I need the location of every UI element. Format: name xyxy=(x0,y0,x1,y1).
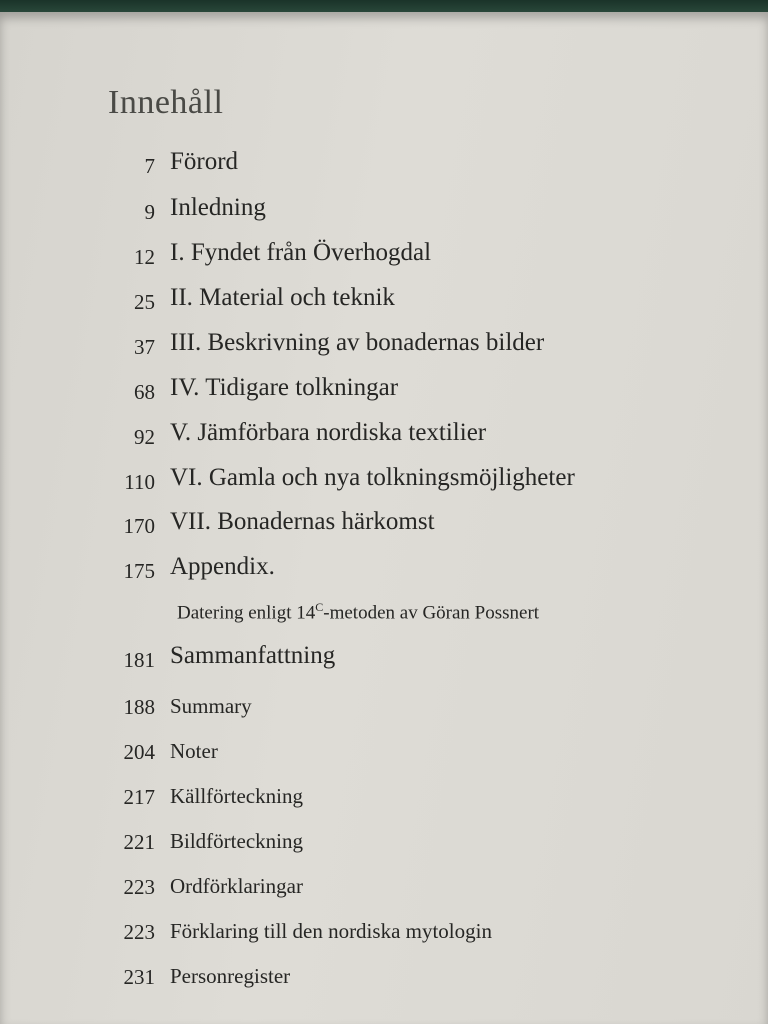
appendix-subtitle-superscript: C xyxy=(315,600,324,614)
toc-entry xyxy=(0,460,700,500)
toc-entry xyxy=(0,190,700,230)
toc-entry-text: IV. Tidigare tolkningar xyxy=(170,374,399,401)
toc-entry xyxy=(0,325,700,365)
toc-entry xyxy=(0,144,700,184)
toc-entry-text: III. Beskrivning av bonadernas bilder xyxy=(170,329,545,356)
toc-entry-text: Personregister xyxy=(170,964,291,988)
toc-page-number: 217 xyxy=(123,785,155,809)
toc-entry-text: Förord xyxy=(170,148,239,175)
toc-page-number: 110 xyxy=(124,470,155,494)
appendix-subtitle xyxy=(177,600,539,624)
toc-page-number: 204 xyxy=(123,740,155,764)
toc-page-number: 12 xyxy=(134,245,155,269)
toc-page-number: 181 xyxy=(123,648,155,672)
appendix-subtitle-lead: Datering enligt 14 xyxy=(177,602,316,624)
toc-entry-text: Ordförklaringar xyxy=(170,874,303,898)
toc-entry-text: Appendix. xyxy=(170,553,275,580)
toc-entry xyxy=(0,865,700,905)
toc-entry xyxy=(0,280,700,320)
toc-heading: Innehåll xyxy=(108,84,224,121)
toc-entry xyxy=(0,638,700,678)
toc-entry xyxy=(0,820,700,860)
toc-entry-text: Inledning xyxy=(170,194,266,221)
toc-entry-text: Förklaring till den nordiska mytologin xyxy=(170,919,492,943)
toc-entry-text: V. Jämförbara nordiska textilier xyxy=(170,419,487,446)
toc-page-number: 223 xyxy=(123,920,155,944)
toc-entry-text: Källförteckning xyxy=(170,784,303,808)
toc-page-number: 170 xyxy=(123,514,155,538)
book-page xyxy=(0,12,768,1024)
toc-entry xyxy=(0,370,700,410)
toc-entry-text: II. Material och teknik xyxy=(170,284,395,311)
toc-entry xyxy=(0,775,700,815)
appendix-subtitle-tail: -metoden av Göran Possnert xyxy=(323,602,540,624)
toc-page-number: 9 xyxy=(144,200,155,224)
toc-page-number: 25 xyxy=(134,290,155,314)
toc-entry-text: Noter xyxy=(170,739,218,763)
toc-page-number: 231 xyxy=(123,965,155,989)
toc-entry xyxy=(0,415,700,455)
toc-entry-text: Bildförteckning xyxy=(170,829,303,853)
toc-page-number: 221 xyxy=(123,830,155,854)
toc-page-number: 37 xyxy=(134,335,155,359)
toc-entry-text: VI. Gamla och nya tolkningsmöjligheter xyxy=(170,464,575,491)
toc-entry xyxy=(0,910,700,950)
toc-page-number: 7 xyxy=(144,154,155,178)
toc-page-number: 68 xyxy=(134,380,155,404)
toc-page-number: 92 xyxy=(134,425,155,449)
toc-entry xyxy=(0,955,700,995)
toc-entry-text: Sammanfattning xyxy=(170,642,336,669)
toc-entry xyxy=(0,549,700,589)
toc-entry xyxy=(0,685,700,725)
toc-entry xyxy=(0,235,700,275)
toc-entry-text: I. Fyndet från Överhogdal xyxy=(170,239,432,266)
toc-entry-text: VII. Bonadernas härkomst xyxy=(170,508,435,535)
toc-page-number: 223 xyxy=(123,875,155,899)
toc-entry xyxy=(0,504,700,544)
toc-page-number: 175 xyxy=(123,559,155,583)
toc-page-number: 188 xyxy=(123,695,155,719)
toc-entry xyxy=(0,730,700,770)
toc-entry-text: Summary xyxy=(170,694,252,718)
